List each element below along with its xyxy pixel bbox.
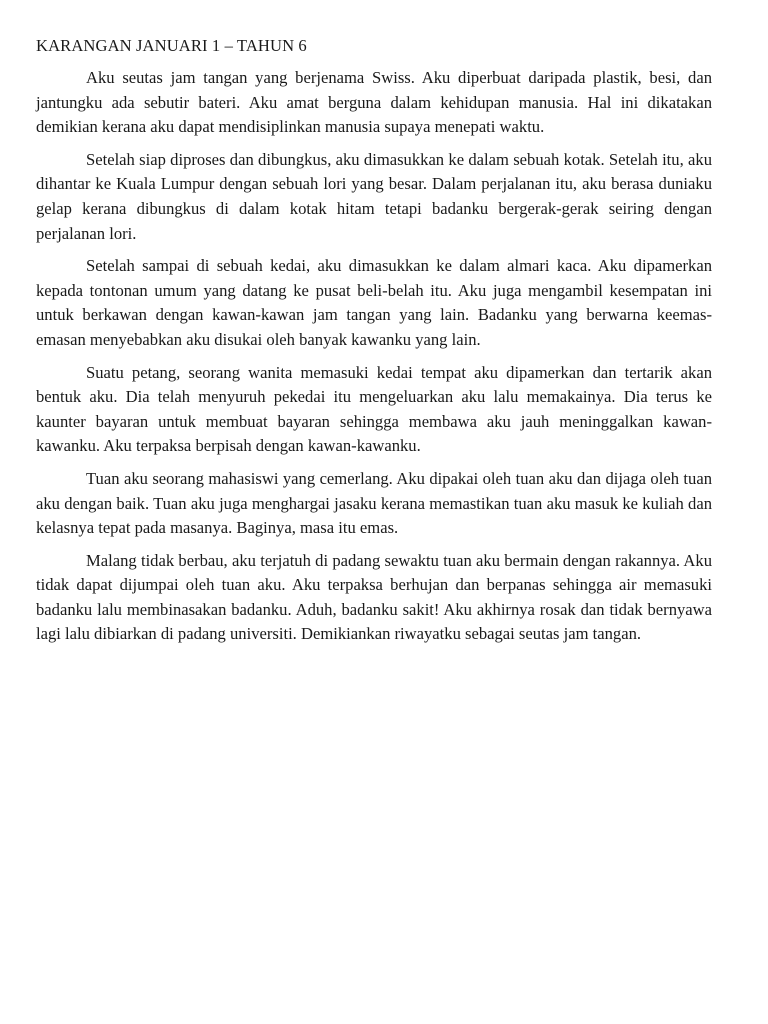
paragraph-2: Setelah siap diproses dan dibungkus, aku dimasukkan ke dalam sebuah kotak. Setelah itu, aku dihantar ke Kuala Lumpur dengan sebuah lori yang besar. Dalam perjalanan itu, aku berasa duniaku gelap kerana dibungkus di dalam kotak hitam tetapi badanku bergerak-gerak seiring dengan perjalanan lori.: [36, 149, 712, 243]
paragraph-5: Tuan aku seorang mahasiswi yang cemerlang. Aku dipakai oleh tuan aku dan dijaga oleh tuan aku dengan baik. Tuan aku juga menghargai jasaku kerana memastikan tuan aku masuk ke kuliah dan kelasnya tepat pada masanya. Baginya, masa itu emas.: [36, 468, 712, 538]
paragraph-1: Aku seutas jam tangan yang berjenama Swiss. Aku diperbuat daripada plastik, besi, dan jantungku ada sebutir bateri. Aku amat berguna dalam kehidupan manusia. Hal ini dikatakan demikian kerana aku dapat mendisiplinkan manusia supaya menepati waktu.: [36, 68, 712, 137]
document-body: [36, 34, 712, 655]
paragraph-3: Setelah sampai di sebuah kedai, aku dimasukkan ke dalam almari kaca. Aku dipamerkan kepada tontonan umum yang datang ke pusat beli-belah itu. Aku juga mengambil kesempatan ini untuk berkawan dengan kawan-kawan jam tangan yang lain. Badanku yang berwarna keemas-emasan menyebabkan aku disukai oleh banyak kawanku yang lain.: [36, 256, 712, 349]
paragraph-4: Suatu petang, seorang wanita memasuki kedai tempat aku dipamerkan dan tertarik akan bentuk aku. Dia telah menyuruh pekedai itu mengeluarkan aku lalu memakainya. Dia terus ke kaunter bayaran untuk membuat bayaran sehingga membawa aku jauh meninggalkan kawan-kawanku. Aku terpaksa berpisah dengan kawan-kawanku.: [36, 362, 712, 456]
paragraph-6: Malang tidak berbau, aku terjatuh di padang sewaktu tuan aku bermain dengan rakannya. Aku tidak dapat dijumpai oleh tuan aku. Aku terpaksa berhujan dan berpanas sehingga air memasuki badanku lalu membinasakan badanku. Aduh, badanku sakit! Aku akhirnya rosak dan tidak bernyawa lagi lalu dibiarkan di padang universiti. Demikiankan riwayatku sebagai seutas jam tangan.: [36, 550, 712, 644]
document-title: KARANGAN JANUARI 1 – TAHUN 6: [36, 36, 307, 55]
